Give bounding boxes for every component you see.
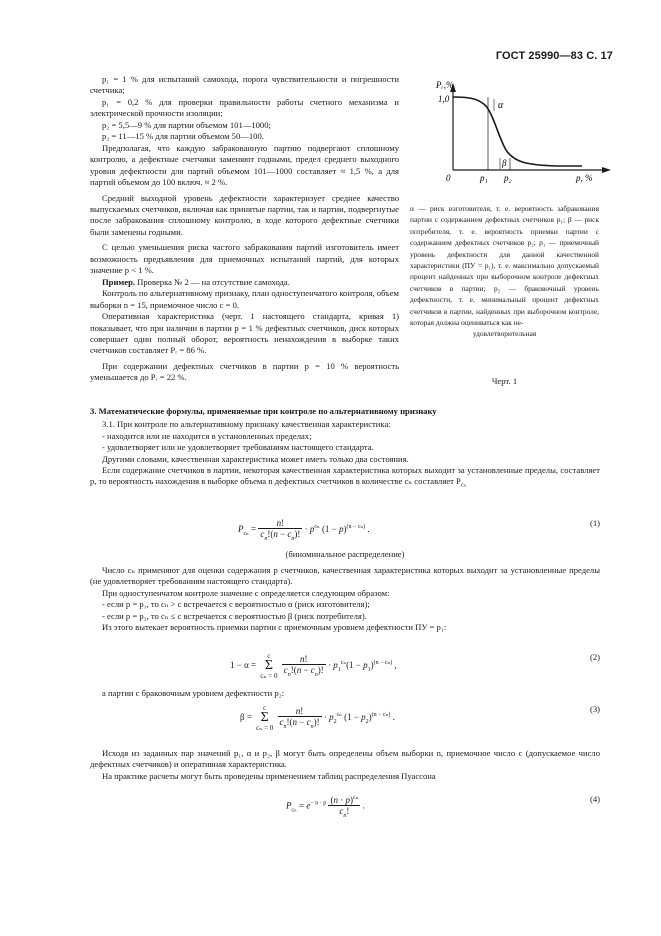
left-column-text (90, 74, 399, 384)
paragraph: p₁ = 0,2 % для проверки правильности работы счетного механизма и электрической прочности изоляции; (90, 96, 399, 119)
paragraph: Оперативная характеристика (черт. 1 настоящего стандарта, кривая 1) показывает, что при наличии в партии p = 1 % дефектных счетчиков, диск которых совершает один полный оборот, вероятность ненахождения в выборке таких счетчиков составляет Pᵣ = 86 %. (90, 311, 399, 356)
caption-text: α — риск изготовителя, т. е. вероятность забракования партии с содержанием дефектных счетчиков p₁; β — риск потребителя, т. е. вероятность приемки партии с содержанием дефектных счетчиков p₂; p₁ — приемочный уровень дефектности для данной качественной характеристики (ПУ = p₁), т. е. максимально допускаемый процент найденных при выборочном контроле дефектных счетчиков в партии; p₂ — браковочный уровень дефектности, т. е. минимальный процент дефектных счетчиков в партии, найденных при выборочном контроле, которая должна оцениваться как не- (410, 204, 599, 328)
y-tick-label: 1,0 (438, 94, 450, 104)
beta-label: β (502, 158, 507, 168)
paragraph: При одноступенчатом контроле значение c определяется следующим образом: (102, 587, 390, 598)
paragraph: Предполагая, что каждую забракованную партию подвергают сплошному контролю, а дефектные счетчики заменяют годными, предел среднего выходного уровня дефектности для партий объемом 101—1000 составляет ≈ 1,5 %, а для партий объемом до 100 включ. ≈ 2 %. (90, 142, 399, 188)
x-axis-arrow (602, 167, 611, 173)
x-p2-label: p₂ (504, 173, 512, 183)
alpha-label: α (498, 100, 504, 111)
paragraph: p₂ = 11—15 % для партии объемом 50—100. (102, 131, 264, 142)
y-axis-label: Pᵣ,% (436, 80, 454, 90)
list-item: - удовлетворяет или не удовлетворяет требованиям настоящего стандарта. (102, 442, 374, 453)
list-item: - находится или не находится в установленных пределах; (102, 430, 312, 441)
section-3-end (90, 748, 600, 782)
example-text: Проверка № 2 — на отсутствие самохода. (135, 276, 290, 287)
paragraph-text: Если содержание счетчиков в партии, некоторая качественная характеристика которых выходит за установленные пределы, составляет p, то вероятность нахождения в выборке объема n дефектных счетчиков в количестве cₙ составляет P (90, 465, 600, 487)
list-item: - если p = p₁, то cₙ > c встречается с вероятностью α (риск изготовителя); (102, 599, 370, 610)
page-header: ГОСТ 25990—83 С. 17 (495, 50, 613, 62)
figure-number: Черт. 1 (491, 376, 518, 386)
x-axis-label: p, % (576, 173, 593, 183)
paragraph: С целью уменьшения риска частого забракования партий изготовитель имеет возможность предъявления для приемочных испытаний партий, для которых значение p < 1 %. (90, 242, 399, 276)
example-label: Пример. (102, 276, 136, 287)
eq1-note: (биноминальное распределение) (285, 549, 405, 559)
equation-number: (1) (589, 518, 600, 528)
section-3-cont (90, 565, 600, 633)
list-item: - если p = p₂, то cₙ ≤ c встречается с вероятностью β (риск потребителя). (102, 610, 367, 621)
paragraph: На практике расчеты могут быть проведены применением таблиц распределения Пуассона (102, 770, 436, 781)
equation-number: (4) (589, 794, 600, 804)
paragraph: p₂ = 5,5—9 % для партии объемом 101—1000; (102, 119, 271, 130)
equation-number: (2) (589, 652, 600, 662)
paragraph: Средний выходной уровень дефектности характеризует среднее качество выпускаемых счетчиков, включая как принятые партии, так и партии, подвергнутые после забракования сплошному контролю, в ходе которого дефектные счетчики были заменены годными. (90, 192, 399, 237)
paragraph: Контроль по альтернативному признаку, план одноступенчатого контроля, объем выборки n = 15, приемочное число c = 0. (90, 288, 399, 310)
oc-curve (453, 97, 582, 166)
figure-caption (410, 203, 599, 340)
paragraph: Если содержание счетчиков в партии, некоторая качественная характеристика которых выходит за установленные пределы, составляет p, то вероятность нахождения в выборке объема n дефектных счетчиков в количестве cₙ составляет $P_{c_n}$ (90, 465, 600, 490)
paragraph: p₁ = 1 % для испытаний самохода, порога чувствительности и погрешности счетчика; (90, 74, 399, 96)
paragraph: Число cₙ применяют для оценки содержания p счетчиков, качественная характеристика которых выходит за установленные пределы (не удовлетворяет требованиям настоящего стандарта). (90, 565, 600, 587)
document-page: ГОСТ 25990—83 С. 17 p₁ = 1 % для испытаний самохода, порога чувствительности и погрешности счетчика; p₁ = 0,2 % для проверки правильности работы счетного механизма и электрической прочности изоляции; p₂ = 5,5—9 % для партии объемом 101—1000; p₂ = 11—15 % для партии объемом 50—100. Предполагая, что каждую забракованную партию подвергают сплошному контролю, а дефектные счетчики заменяют годными, предел среднего выходного уровня дефектности для партий объемом 101—1000 составляет ≈ 1,5 %, а для партий объемом до 100 включ. ≈ 2 %. Средний выходной уровень дефектности характеризует среднее качество выпускаемых счетчиков, включая как принятые партии, так и партии, подвергнутые после забракования сплошному контролю, в ходе которого дефектные счетчики были заменены годными. С целью уменьшения риска частого забракования партий изготовитель имеет возможность предъявления для приемочных испытаний партий, для которых значение p < 1 %. Пример. Проверка № 2 — на отсутствие самохода. Контроль по альтернативному признаку, план одноступенчатого контроля, объем выборки n = 15, приемочное число c = 0. Оперативная характеристика (черт. 1 настоящего стандарта, кривая 1) показывает, что при наличии в партии p = 1 % дефектных счетчиков, диск которых совершает один полный оборот, вероятность ненахождения в выборке таких счетчиков составляет Pᵣ = 86 %. При содержании дефектных счетчиков в партии p = 10 % вероятность уменьшается до Pᵣ = 22 %. Pᵣ,% 1,0 α β 0 p₁ p₂ p, % α — риск изготовителя, т. е. вероятность забракования партии с содержанием дефектных счетчиков p₁; β — риск потребителя, т. е. вероятность приемки партии с содержанием дефектных счетчиков p₂; p₁ — приемочный уровень дефектности для данной качественной характеристики (ПУ = p₁), т. е. максимально допускаемый процент найденных при выборочном контроле дефектных счетчиков в партии; p₂ — браковочный уровень дефектности, т. е. минимальный процент дефектных счетчиков в партии, найденных при выборочном контроле, которая должна оцениваться как не- удовлетворительная Черт. 1 3. Математические формулы, применяемые при контроле по альтернативному признаку 3.1. При контроле по альтернативному признаку качественная характеристика: - находится или не находится в установленных пределах; - удовлетворяет или не удовлетворяет требованиям настоящего стандарта. Другими словами, качественная характеристика может иметь только два состояния. Если содержание счетчиков в партии, некоторая качественная характеристика которых выходит за установленные пределы, составляет p, то вероятность нахождения в выборке объема n дефектных счетчиков в количестве cₙ составляет $P_{c_n}$ $P_{c_n}$ = $\frac{n!}{c_n!(n - c_n)!}$ · $p^{c_n}$ $(1 - p)^{(n - c_n)}$ . (1) (биноминальное распределение) Число cₙ применяют для оценки содержания p счетчиков, качественная характеристика которых выходит за установленные пределы (не удовлетворяет требованиям настоящего стандарта). При одноступенчатом контроле значение c определяется следующим образом: - если p = p₁, то cₙ > c встречается с вероятностью α (риск изготовителя); - если p = p₂, то cₙ ≤ c встречается с вероятностью β (риск потребителя). Из этого вытекает вероятность приемки партии с приемочным уровнем дефектности ПУ = p₁: 1 − α = c Σ cₙ = 0 $\frac{n!}{c_n!(n - c_n)!}$ · $p_1^{c_n}(1 - p_1)^{(n - c_n)}$ , (2) а партии с браковочным уровнем дефектности p₂: β = c Σ cₙ = 0 $\frac{n!}{c_n!(n - c_n)!}$ · $p_2^{c_n}$ $(1 - p_2)^{(n - c_n)}$ . (3) Исходя из заданных пар значений p₁, α и p₂, β могут быть определены объем выборки n, приемочное число c (допускаемое число дефектных счетчиков) и оперативная характеристика. На практике расчеты могут быть проведены применением таблиц распределения Пуассона $P_{c_n} = e^{- n \cdot p}$ $\frac{(n \cdot p)^{c_n}}{c_n!}$ . (4) (0, 0, 661, 936)
oc-curve-figure (406, 80, 616, 195)
section-title: 3. Математические формулы, применяемые при контроле по альтернативному признаку (90, 406, 437, 416)
equation-number: (3) (589, 704, 600, 714)
x-zero-label: 0 (446, 173, 451, 183)
paragraph: При содержании дефектных счетчиков в партии p = 10 % вероятность уменьшается до Pᵣ = 22 %. (90, 360, 399, 383)
paragraph-block (90, 688, 600, 699)
paragraph: 3.1. При контроле по альтернативному признаку качественная характеристика: (102, 419, 391, 430)
paragraph (90, 277, 399, 288)
section-3 (90, 406, 600, 493)
caption-last-line: удовлетворительная (472, 329, 537, 339)
x-p1-label: p₁ (480, 173, 488, 183)
paragraph: Исходя из заданных пар значений p₁, α и p₂, β могут быть определены объем выборки n, приемочное число c (допускаемое число дефектных счетчиков) и оперативная характеристика. (90, 748, 600, 770)
paragraph: Из этого вытекает вероятность приемки партии с приемочным уровнем дефектности ПУ = p₁: (102, 622, 447, 633)
paragraph: а партии с браковочным уровнем дефектности p₂: (102, 688, 285, 698)
paragraph: Другими словами, качественная характеристика может иметь только два состояния. (102, 453, 409, 464)
